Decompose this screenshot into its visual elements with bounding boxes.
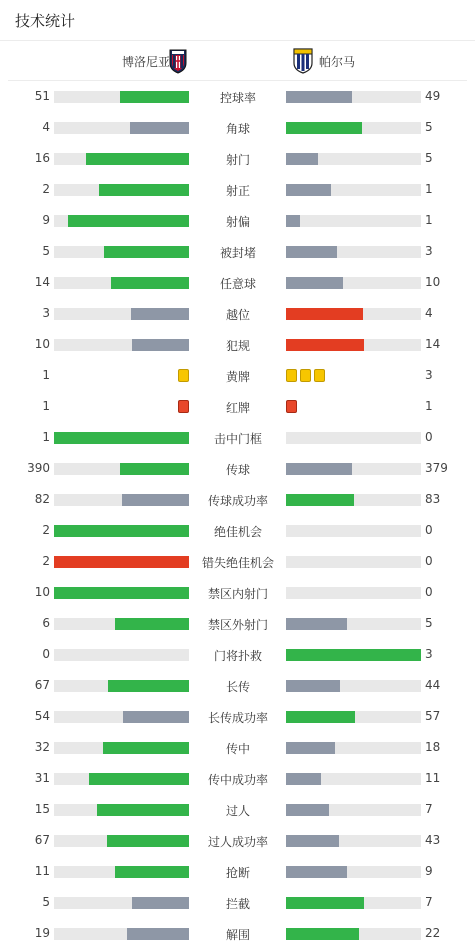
away-bar-fill bbox=[286, 277, 343, 289]
stat-label: 长传成功率 bbox=[207, 711, 268, 725]
away-value: 0 bbox=[425, 585, 433, 599]
stat-row bbox=[0, 329, 475, 360]
away-bar-track bbox=[286, 91, 421, 103]
stat-label: 过人成功率 bbox=[207, 835, 268, 849]
away-bar-track bbox=[286, 618, 421, 630]
stat-row bbox=[0, 453, 475, 484]
away-value: 0 bbox=[425, 554, 433, 568]
home-bar-fill bbox=[120, 91, 189, 103]
stat-row bbox=[0, 422, 475, 453]
home-bar-fill bbox=[97, 804, 189, 816]
home-bar-fill bbox=[54, 525, 189, 537]
away-bar-track bbox=[286, 525, 421, 537]
away-bar-track bbox=[286, 835, 421, 847]
home-bar-track bbox=[54, 277, 189, 289]
home-bar-fill bbox=[103, 742, 189, 754]
stat-label: 禁区外射门 bbox=[207, 618, 268, 632]
away-bar-track bbox=[286, 587, 421, 599]
home-value: 32 bbox=[34, 740, 50, 754]
stat-row bbox=[0, 81, 475, 112]
stat-row bbox=[0, 484, 475, 515]
away-bar-track bbox=[286, 215, 421, 227]
home-bar-fill bbox=[120, 463, 189, 475]
home-bar-fill bbox=[108, 680, 189, 692]
stat-row bbox=[0, 236, 475, 267]
home-value: 82 bbox=[34, 492, 50, 506]
stat-label: 黄牌 bbox=[225, 370, 250, 384]
away-bar-fill bbox=[286, 463, 352, 475]
away-value: 18 bbox=[425, 740, 441, 754]
stat-label: 射门 bbox=[225, 153, 250, 167]
home-bar-fill bbox=[54, 432, 189, 444]
home-bar-fill bbox=[54, 556, 189, 568]
red-card-icon bbox=[286, 400, 297, 413]
home-value: 31 bbox=[34, 771, 50, 785]
away-bar-track bbox=[286, 308, 421, 320]
home-bar-track bbox=[54, 122, 189, 134]
home-value: 2 bbox=[42, 523, 50, 537]
away-value: 22 bbox=[425, 926, 441, 940]
home-bar-track bbox=[54, 494, 189, 506]
team-header bbox=[8, 41, 467, 81]
stat-row bbox=[0, 143, 475, 174]
home-value: 51 bbox=[34, 89, 50, 103]
home-bar-fill bbox=[132, 339, 189, 351]
away-value: 43 bbox=[425, 833, 441, 847]
away-cards bbox=[286, 369, 325, 382]
stat-label: 任意球 bbox=[219, 277, 256, 291]
home-bar-fill bbox=[107, 835, 189, 847]
away-value: 3 bbox=[425, 368, 433, 382]
stat-label: 传球成功率 bbox=[207, 494, 268, 508]
away-bar-track bbox=[286, 277, 421, 289]
away-bar-track bbox=[286, 463, 421, 475]
away-value: 9 bbox=[425, 864, 433, 878]
away-value: 1 bbox=[425, 182, 433, 196]
home-cards bbox=[178, 369, 189, 382]
home-value: 10 bbox=[34, 337, 50, 351]
yellow-card-icon bbox=[314, 369, 325, 382]
stat-label: 被封堵 bbox=[219, 246, 256, 260]
home-value: 1 bbox=[42, 399, 50, 413]
away-value: 83 bbox=[425, 492, 441, 506]
home-bar-track bbox=[54, 339, 189, 351]
home-bar-track bbox=[54, 463, 189, 475]
away-value: 379 bbox=[425, 461, 448, 475]
away-value: 3 bbox=[425, 647, 433, 661]
home-bar-track bbox=[54, 556, 189, 568]
away-bar-fill bbox=[286, 897, 364, 909]
home-bar-fill bbox=[68, 215, 190, 227]
away-bar-fill bbox=[286, 711, 355, 723]
stat-row bbox=[0, 794, 475, 825]
away-bar-fill bbox=[286, 184, 331, 196]
away-bar-fill bbox=[286, 773, 321, 785]
stat-row bbox=[0, 112, 475, 143]
stat-row bbox=[0, 174, 475, 205]
away-bar-track bbox=[286, 866, 421, 878]
home-value: 6 bbox=[42, 616, 50, 630]
stat-label: 击中门框 bbox=[213, 432, 262, 446]
stat-row bbox=[0, 670, 475, 701]
stat-row bbox=[0, 887, 475, 918]
away-bar-fill bbox=[286, 122, 362, 134]
home-bar-track bbox=[54, 680, 189, 692]
home-value: 2 bbox=[42, 182, 50, 196]
home-bar-track bbox=[54, 153, 189, 165]
away-value: 49 bbox=[425, 89, 441, 103]
home-bar-track bbox=[54, 432, 189, 444]
stat-row bbox=[0, 267, 475, 298]
away-value: 57 bbox=[425, 709, 441, 723]
away-bar-track bbox=[286, 494, 421, 506]
home-value: 5 bbox=[42, 895, 50, 909]
home-bar-track bbox=[54, 835, 189, 847]
stat-label: 抢断 bbox=[225, 866, 250, 880]
stat-row bbox=[0, 515, 475, 546]
stat-label: 射正 bbox=[225, 184, 250, 198]
home-bar-track bbox=[54, 246, 189, 258]
stat-label: 越位 bbox=[225, 308, 250, 322]
away-bar-fill bbox=[286, 494, 354, 506]
stat-row bbox=[0, 608, 475, 639]
home-value: 15 bbox=[34, 802, 50, 816]
away-bar-fill bbox=[286, 649, 421, 661]
home-bar-track bbox=[54, 308, 189, 320]
away-bar-fill bbox=[286, 928, 359, 940]
home-value: 0 bbox=[42, 647, 50, 661]
away-value: 3 bbox=[425, 244, 433, 258]
home-bar-fill bbox=[104, 246, 189, 258]
home-bar-fill bbox=[115, 866, 189, 878]
home-bar-track bbox=[54, 525, 189, 537]
stat-row bbox=[0, 825, 475, 856]
home-value: 1 bbox=[42, 368, 50, 382]
away-bar-track bbox=[286, 649, 421, 661]
stat-label: 角球 bbox=[225, 122, 250, 136]
home-bar-track bbox=[54, 184, 189, 196]
stat-row bbox=[0, 391, 475, 422]
away-value: 5 bbox=[425, 616, 433, 630]
home-bar-fill bbox=[111, 277, 189, 289]
stat-row bbox=[0, 546, 475, 577]
away-bar-fill bbox=[286, 308, 363, 320]
home-bar-fill bbox=[130, 122, 189, 134]
home-value: 5 bbox=[42, 244, 50, 258]
away-value: 5 bbox=[425, 151, 433, 165]
home-bar-track bbox=[54, 866, 189, 878]
away-value: 0 bbox=[425, 430, 433, 444]
home-value: 11 bbox=[34, 864, 50, 878]
stat-row bbox=[0, 577, 475, 608]
away-bar-track bbox=[286, 742, 421, 754]
home-team-name: 博洛尼亚 bbox=[121, 55, 170, 69]
stat-row bbox=[0, 701, 475, 732]
home-value: 1 bbox=[42, 430, 50, 444]
away-bar-track bbox=[286, 711, 421, 723]
red-card-icon bbox=[178, 400, 189, 413]
away-value: 1 bbox=[425, 399, 433, 413]
home-bar-track bbox=[54, 91, 189, 103]
away-bar-fill bbox=[286, 91, 352, 103]
away-bar-track bbox=[286, 122, 421, 134]
home-bar-fill bbox=[89, 773, 189, 785]
away-bar-track bbox=[286, 246, 421, 258]
home-bar-track bbox=[54, 215, 189, 227]
away-bar-fill bbox=[286, 618, 347, 630]
stat-label: 错失绝佳机会 bbox=[201, 556, 274, 570]
home-bar-track bbox=[54, 897, 189, 909]
away-bar-track bbox=[286, 773, 421, 785]
away-bar-fill bbox=[286, 742, 335, 754]
home-value: 54 bbox=[34, 709, 50, 723]
home-value: 390 bbox=[27, 461, 50, 475]
away-value: 1 bbox=[425, 213, 433, 227]
away-bar-track bbox=[286, 184, 421, 196]
home-bar-track bbox=[54, 618, 189, 630]
stat-label: 犯规 bbox=[225, 339, 250, 353]
away-bar-fill bbox=[286, 215, 300, 227]
stat-label: 过人 bbox=[225, 804, 250, 818]
home-value: 14 bbox=[34, 275, 50, 289]
page-title: 技术统计 bbox=[15, 12, 76, 30]
away-cards bbox=[286, 400, 297, 413]
home-bar-fill bbox=[115, 618, 189, 630]
away-value: 11 bbox=[425, 771, 441, 785]
away-bar-fill bbox=[286, 339, 364, 351]
stats-list bbox=[0, 81, 475, 949]
away-bar-fill bbox=[286, 246, 337, 258]
home-bar-track bbox=[54, 773, 189, 785]
stat-label: 传中 bbox=[225, 742, 250, 756]
away-bar-fill bbox=[286, 866, 347, 878]
away-bar-fill bbox=[286, 153, 318, 165]
home-bar-fill bbox=[127, 928, 189, 940]
home-value: 16 bbox=[34, 151, 50, 165]
away-value: 10 bbox=[425, 275, 441, 289]
away-bar-track bbox=[286, 897, 421, 909]
stat-label: 红牌 bbox=[225, 401, 250, 415]
stat-label: 拦截 bbox=[225, 897, 250, 911]
home-value: 4 bbox=[42, 120, 50, 134]
away-bar-fill bbox=[286, 804, 329, 816]
away-bar-track bbox=[286, 339, 421, 351]
stat-row bbox=[0, 639, 475, 670]
home-bar-track bbox=[54, 711, 189, 723]
home-team-logo-icon bbox=[168, 48, 188, 74]
away-value: 14 bbox=[425, 337, 441, 351]
yellow-card-icon bbox=[286, 369, 297, 382]
home-value: 19 bbox=[34, 926, 50, 940]
away-bar-track bbox=[286, 680, 421, 692]
stat-row bbox=[0, 918, 475, 949]
home-bar-track bbox=[54, 804, 189, 816]
home-bar-fill bbox=[132, 897, 189, 909]
away-value: 0 bbox=[425, 523, 433, 537]
stat-label: 绝佳机会 bbox=[213, 525, 262, 539]
away-value: 7 bbox=[425, 895, 433, 909]
home-cards bbox=[178, 400, 189, 413]
home-bar-fill bbox=[131, 308, 189, 320]
stat-label: 射偏 bbox=[225, 215, 250, 229]
away-bar-track bbox=[286, 556, 421, 568]
home-bar-track bbox=[54, 587, 189, 599]
away-bar-track bbox=[286, 804, 421, 816]
stat-label: 长传 bbox=[225, 680, 250, 694]
home-bar-fill bbox=[122, 494, 190, 506]
away-bar-track bbox=[286, 432, 421, 444]
yellow-card-icon bbox=[178, 369, 189, 382]
stat-label: 传球 bbox=[225, 463, 250, 477]
away-value: 4 bbox=[425, 306, 433, 320]
stat-row bbox=[0, 763, 475, 794]
home-value: 67 bbox=[34, 833, 50, 847]
section-header bbox=[0, 0, 475, 41]
yellow-card-icon bbox=[300, 369, 311, 382]
home-bar-track bbox=[54, 742, 189, 754]
home-bar-fill bbox=[54, 587, 189, 599]
home-value: 3 bbox=[42, 306, 50, 320]
home-bar-fill bbox=[86, 153, 189, 165]
stat-label: 解围 bbox=[225, 928, 250, 942]
home-value: 67 bbox=[34, 678, 50, 692]
stat-label: 门将扑救 bbox=[213, 649, 262, 663]
away-value: 44 bbox=[425, 678, 441, 692]
stat-label: 传中成功率 bbox=[207, 773, 268, 787]
home-value: 2 bbox=[42, 554, 50, 568]
away-team-name: 帕尔马 bbox=[319, 55, 356, 69]
home-value: 9 bbox=[42, 213, 50, 227]
away-bar-fill bbox=[286, 835, 339, 847]
stat-row bbox=[0, 360, 475, 391]
stat-label: 禁区内射门 bbox=[207, 587, 268, 601]
away-team-logo-icon bbox=[293, 48, 313, 74]
home-bar-track bbox=[54, 928, 189, 940]
home-value: 10 bbox=[34, 585, 50, 599]
away-bar-track bbox=[286, 153, 421, 165]
away-bar-fill bbox=[286, 680, 340, 692]
away-value: 7 bbox=[425, 802, 433, 816]
home-bar-fill bbox=[99, 184, 189, 196]
stat-row bbox=[0, 298, 475, 329]
away-bar-track bbox=[286, 928, 421, 940]
stat-label: 控球率 bbox=[219, 91, 256, 105]
away-value: 5 bbox=[425, 120, 433, 134]
stat-row bbox=[0, 205, 475, 236]
stat-row bbox=[0, 856, 475, 887]
home-bar-track bbox=[54, 649, 189, 661]
home-bar-fill bbox=[123, 711, 189, 723]
stat-row bbox=[0, 732, 475, 763]
